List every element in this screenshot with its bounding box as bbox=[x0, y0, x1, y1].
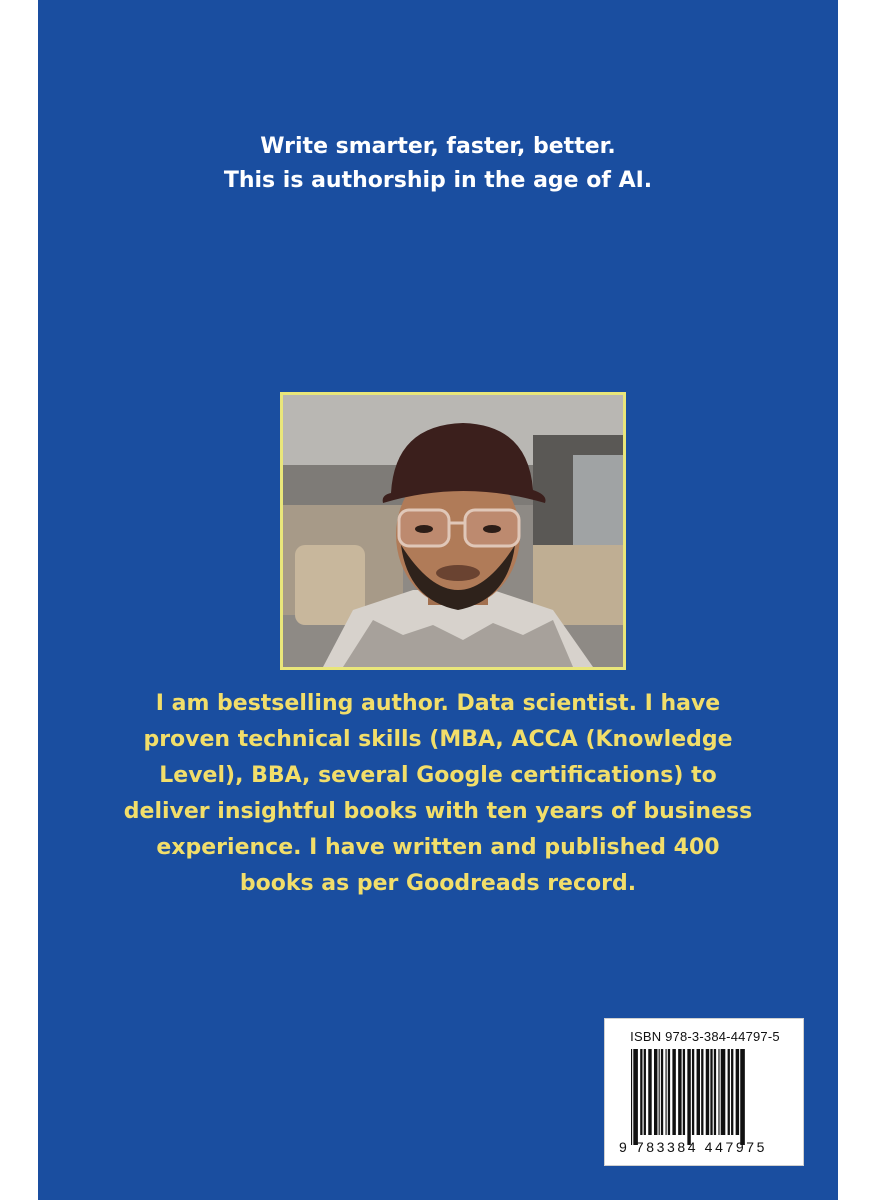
barcode-bar bbox=[706, 1049, 709, 1135]
bio-line-4: deliver insightful books with ten years of business bbox=[123, 799, 753, 824]
bio-line-6: books as per Goodreads record. bbox=[239, 871, 637, 896]
barcode-bar bbox=[668, 1049, 670, 1135]
barcode-bar bbox=[701, 1049, 703, 1135]
barcode-bar bbox=[697, 1049, 700, 1135]
barcode-bar bbox=[654, 1049, 657, 1135]
barcode-bar bbox=[731, 1049, 733, 1135]
barcode-bar bbox=[648, 1049, 651, 1135]
barcode-bar bbox=[659, 1049, 660, 1135]
barcode-bar bbox=[710, 1049, 712, 1135]
barcode-bar bbox=[640, 1049, 642, 1135]
barcode-bar bbox=[687, 1049, 690, 1145]
barcode-bar bbox=[692, 1049, 694, 1135]
tagline-line-2: This is authorship in the age of AI. bbox=[223, 168, 653, 193]
barcode-bar bbox=[718, 1049, 719, 1135]
barcode-bar bbox=[672, 1049, 675, 1135]
barcode-bar bbox=[736, 1049, 739, 1135]
isbn-label: ISBN 978-3-384-44797-5 bbox=[630, 1029, 780, 1044]
author-bio bbox=[68, 686, 808, 902]
barcode-bar bbox=[631, 1049, 632, 1145]
barcode-bar bbox=[661, 1049, 663, 1135]
author-photo bbox=[283, 395, 623, 667]
author-photo-frame bbox=[280, 392, 626, 670]
barcode-bar bbox=[678, 1049, 681, 1135]
bio-line-3: Level), BBA, several Google certifications) to bbox=[159, 763, 717, 788]
back-cover bbox=[38, 0, 838, 1200]
barcode-bar bbox=[644, 1049, 646, 1135]
barcode-bar bbox=[728, 1049, 730, 1135]
ean-digits: 9 783384 447975 bbox=[619, 1139, 767, 1155]
barcode-bar bbox=[714, 1049, 716, 1135]
barcode-bar bbox=[633, 1049, 638, 1145]
tagline bbox=[38, 130, 838, 198]
barcode-bar bbox=[740, 1049, 745, 1145]
barcode-bar bbox=[683, 1049, 685, 1135]
bio-line-2: proven technical skills (MBA, ACCA (Knowledge bbox=[143, 727, 733, 752]
bio-line-1: I am bestselling author. Data scientist. I have bbox=[155, 691, 721, 716]
barcode-bar bbox=[721, 1049, 726, 1135]
bio-line-5: experience. I have written and published 400 bbox=[156, 835, 720, 860]
tagline-line-1: Write smarter, faster, better. bbox=[260, 134, 616, 159]
isbn-barcode-box bbox=[604, 1018, 804, 1166]
barcode-bar bbox=[666, 1049, 667, 1135]
